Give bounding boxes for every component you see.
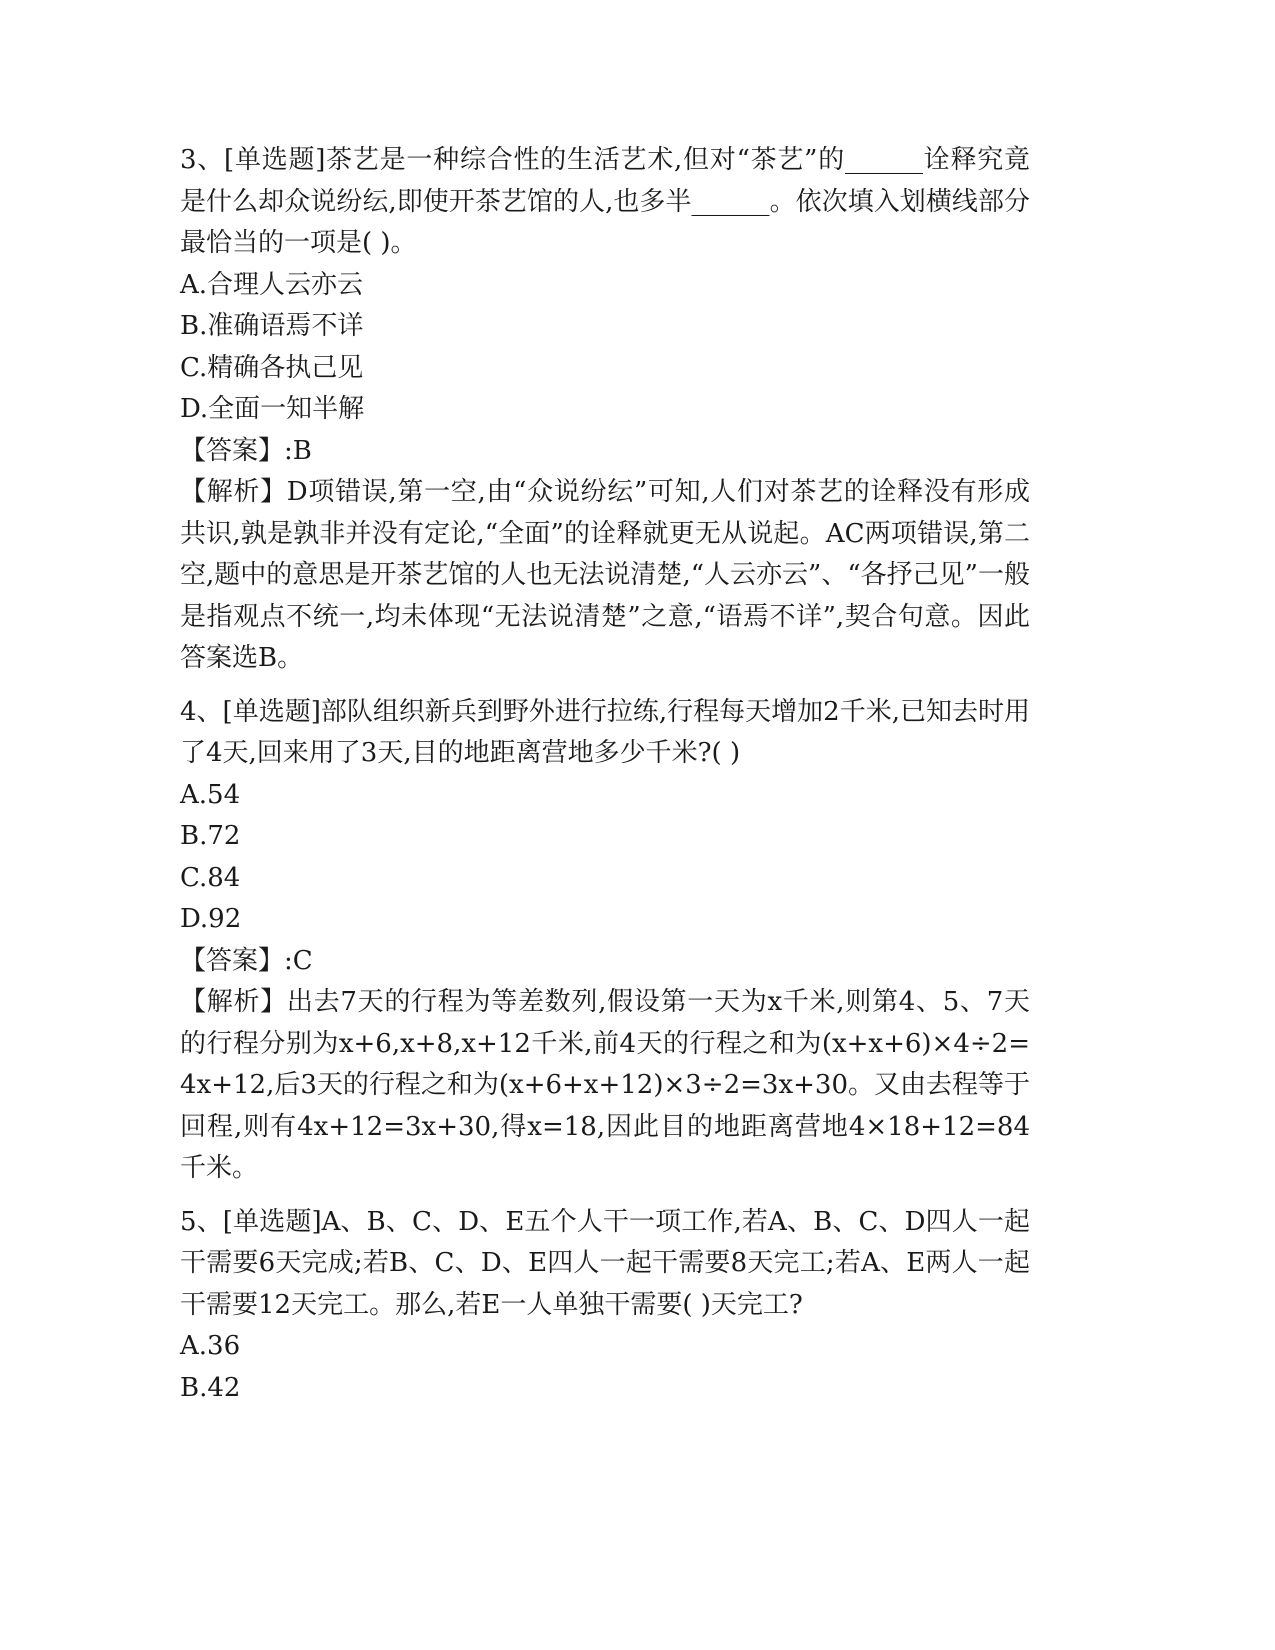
question-stem: 5、[单选题]A、B、C、D、E五个人干一项工作,若A、B、C、D四人一起干需要6天完成;若B、C、D、E四人一起干需要8天完工;若A、E两人一起干需要12天完工。那么,若E一人单独干需要( )天完工?: [180, 1206, 1030, 1320]
option-a: A.54: [180, 779, 241, 810]
question-5: [180, 1202, 1030, 1410]
option-a: A.36: [180, 1331, 241, 1361]
option-d: D.92: [180, 904, 242, 934]
analysis-text: 出去7天的行程为等差数列,假设第一天为x千米,则第4、5、7天的行程分别为x+6,x+8,x+12千米,前4天的行程之和为(x+x+6)×4÷2=4x+12,后3天的行程之和为(x+6+x+12)×3÷2=3x+30。又由去程等于回程,则有4x+12=3x+30,得x=18,因此目的地距离营地4×18+12=84千米。: [180, 987, 1030, 1183]
option-b: B.42: [180, 1372, 241, 1403]
option-c: C.精确各执己见: [180, 352, 364, 383]
answer-label: 【答案】: [180, 945, 285, 976]
option-b: B.72: [180, 821, 241, 851]
answer-line: [180, 941, 1030, 983]
exam-page: [180, 140, 1030, 1409]
answer-value: :C: [284, 945, 313, 976]
analysis-label: 【解析】: [180, 987, 287, 1017]
answer-value: :B: [284, 435, 312, 466]
option-b: B.准确语焉不详: [180, 311, 364, 341]
answer-line: [180, 431, 1030, 473]
option-a: A.合理人云亦云: [180, 269, 364, 300]
option-c: C.84: [180, 862, 241, 893]
question-3: [180, 140, 1030, 680]
option-d: D.全面一知半解: [180, 394, 365, 424]
analysis-block: [180, 982, 1030, 1190]
question-stem: 3、[单选题]茶艺是一种综合性的生活艺术,但对“茶艺”的______诠释究竟是什么却众说纷纭,即使开茶艺馆的人,也多半______。依次填入划横线部分最恰当的一项是( )。: [180, 145, 1030, 258]
analysis-label: 【解析】: [180, 477, 287, 507]
answer-label: 【答案】: [180, 435, 285, 466]
analysis-block: [180, 472, 1030, 680]
analysis-text: D项错误,第一空,由“众说纷纭”可知,人们对茶艺的诠释没有形成共识,孰是孰非并没有定论,“全面”的诠释就更无从说起。AC两项错误,第二空,题中的意思是开茶艺馆的人也无法说清楚,“人云亦云”、“各抒己见”一般是指观点不统一,均未体现“无法说清楚”之意,“语焉不详”,契合句意。因此答案选B。: [180, 477, 1030, 673]
question-stem: 4、[单选题]部队组织新兵到野外进行拉练,行程每天增加2千米,已知去时用了4天,回来用了3天,目的地距离营地多少千米?( ): [180, 696, 1030, 768]
question-4: [180, 692, 1030, 1190]
